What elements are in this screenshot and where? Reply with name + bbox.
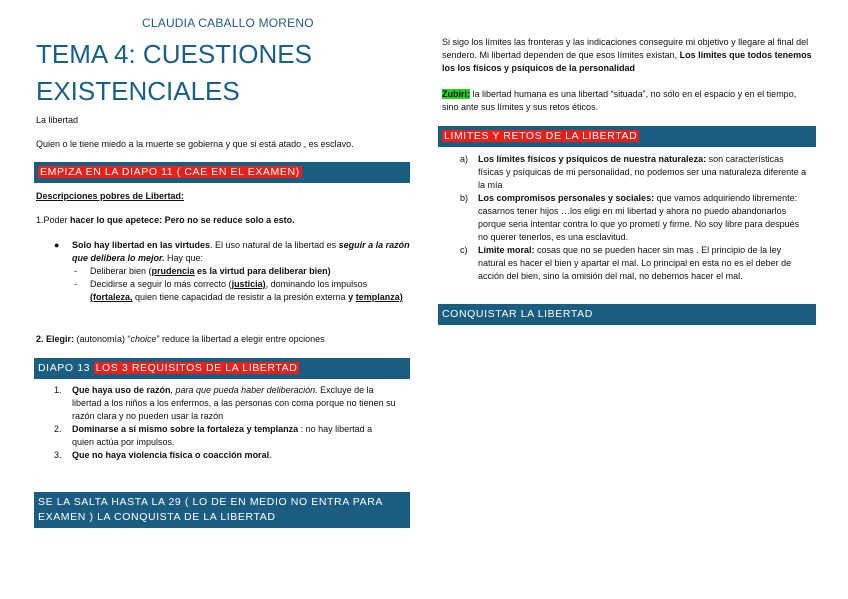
section-bar-diapo-11 bbox=[34, 162, 410, 183]
list-item: - Decidirse a seguir lo más correcto (justicia), dominando los impulsos (fortaleza, quien tiene capacidad de resistir a la presión externa y templanza) bbox=[74, 279, 403, 302]
list-item: 3. Que no haya violencia física o coacción moral. bbox=[54, 450, 272, 460]
section-bar-limites-retos bbox=[438, 126, 816, 147]
poder-line: 1.Poder hacer lo que apetece: Pero no se reduce solo a esto. bbox=[36, 215, 295, 225]
author-name: CLAUDIA CABALLO MORENO bbox=[142, 16, 314, 30]
bar-label: DIAPO 13 bbox=[38, 362, 94, 374]
bullet-icon: ● bbox=[54, 240, 60, 250]
dash-icon: - bbox=[74, 279, 77, 289]
list-item: b) Los compromisos personales y sociales: que vamos adquiriendo libremente: casarnos tener hijos …los eligi en mi libertad y ahora no puedo abandonarlos porque seria intentar contra lo que yo prometí y firme. No soy libre para después no querer tenerlos, es una esclavitud. bbox=[460, 193, 800, 242]
list-item: c) Límite moral: cosas que no se pueden hacer sin mas . El principio de la ley natural es hacer el bien y apartar el mal. Lo principal en esta no es el deber de acción del bien, sino la omisión del mal, no debemos hacer el mal. bbox=[460, 245, 792, 281]
list-item: ● Solo hay libertad en las virtudes. El uso natural de la libertad es seguir a la razón que delibera lo mejor. Hay que: bbox=[54, 240, 410, 263]
elegir-line: 2. Elegir: (autonomía) “choice” reduce la libertad a elegir entre opciones bbox=[36, 334, 325, 344]
section-bar-diapo-29: SE LA SALTA HASTA LA 29 ( LO DE EN MEDIO NO ENTRA PARA EXAMEN ) LA CONQUISTA DE LA LIBERTAD bbox=[34, 492, 410, 528]
bar-highlight: LOS 3 REQUISITOS DE LA LIBERTAD bbox=[95, 362, 298, 374]
requirements-list bbox=[36, 384, 396, 462]
bar-highlight: LIMITES Y RETOS DE LA LIBERTAD bbox=[444, 130, 638, 142]
dash-icon: - bbox=[74, 266, 77, 276]
bar-highlight: EMPIZA EN LA DIAPO 11 ( CAE EN EL EXAMEN) bbox=[40, 166, 300, 178]
list-item: a) Los límites físicos y psíquicos de nuestra naturaleza: son características físicas y psíquicas de mi personalidad, no podemos ser una naturaleza diferente a la mía bbox=[460, 154, 807, 190]
page-title: TEMA 4: CUESTIONES EXISTENCIALES bbox=[36, 39, 312, 106]
paragraph-miedo-muerte: Quien o le tiene miedo a la muerte se gobierna y que si está atado , es esclavo. bbox=[36, 139, 354, 149]
desc-heading: Descripciones pobres de Libertad: bbox=[36, 191, 185, 201]
list-item: 2. Dominarse a sí mismo sobre la fortaleza y templanza : no hay libertad a quien actúa por impulsos. bbox=[54, 424, 373, 447]
limits-list bbox=[442, 153, 808, 283]
paragraph-zubiri: Zubiri: la libertad humana es una libertad “situada”, no sólo en el espacio y en el tiempo, sino ante sus límites y sus retos éticos. bbox=[442, 89, 797, 112]
paragraph-limites: Si sigo los límites las fronteras y las indicaciones conseguire mi objetivo y llegare al final del sendero. Mi libertad dependen de que esos límites existan, Los límites que todos tenemos los los físicos y psíquicos de la personalidad bbox=[442, 37, 812, 73]
paragraph-la-libertad: La libertad bbox=[36, 115, 79, 125]
list-item: - Deliberar bien (prudencia es la virtud para deliberar bien) bbox=[74, 266, 331, 276]
section-bar-diapo-13 bbox=[34, 358, 410, 379]
section-bar-conquistar: CONQUISTAR LA LIBERTAD bbox=[438, 304, 816, 325]
virtues-list bbox=[36, 239, 411, 304]
list-item: 1. Que haya uso de razón, para que pueda haber deliberación. Excluye de la libertad a los niños a los enfermos, a las personas con coma porque no tienen su razón clara y no pueden usar la razón bbox=[54, 385, 396, 421]
